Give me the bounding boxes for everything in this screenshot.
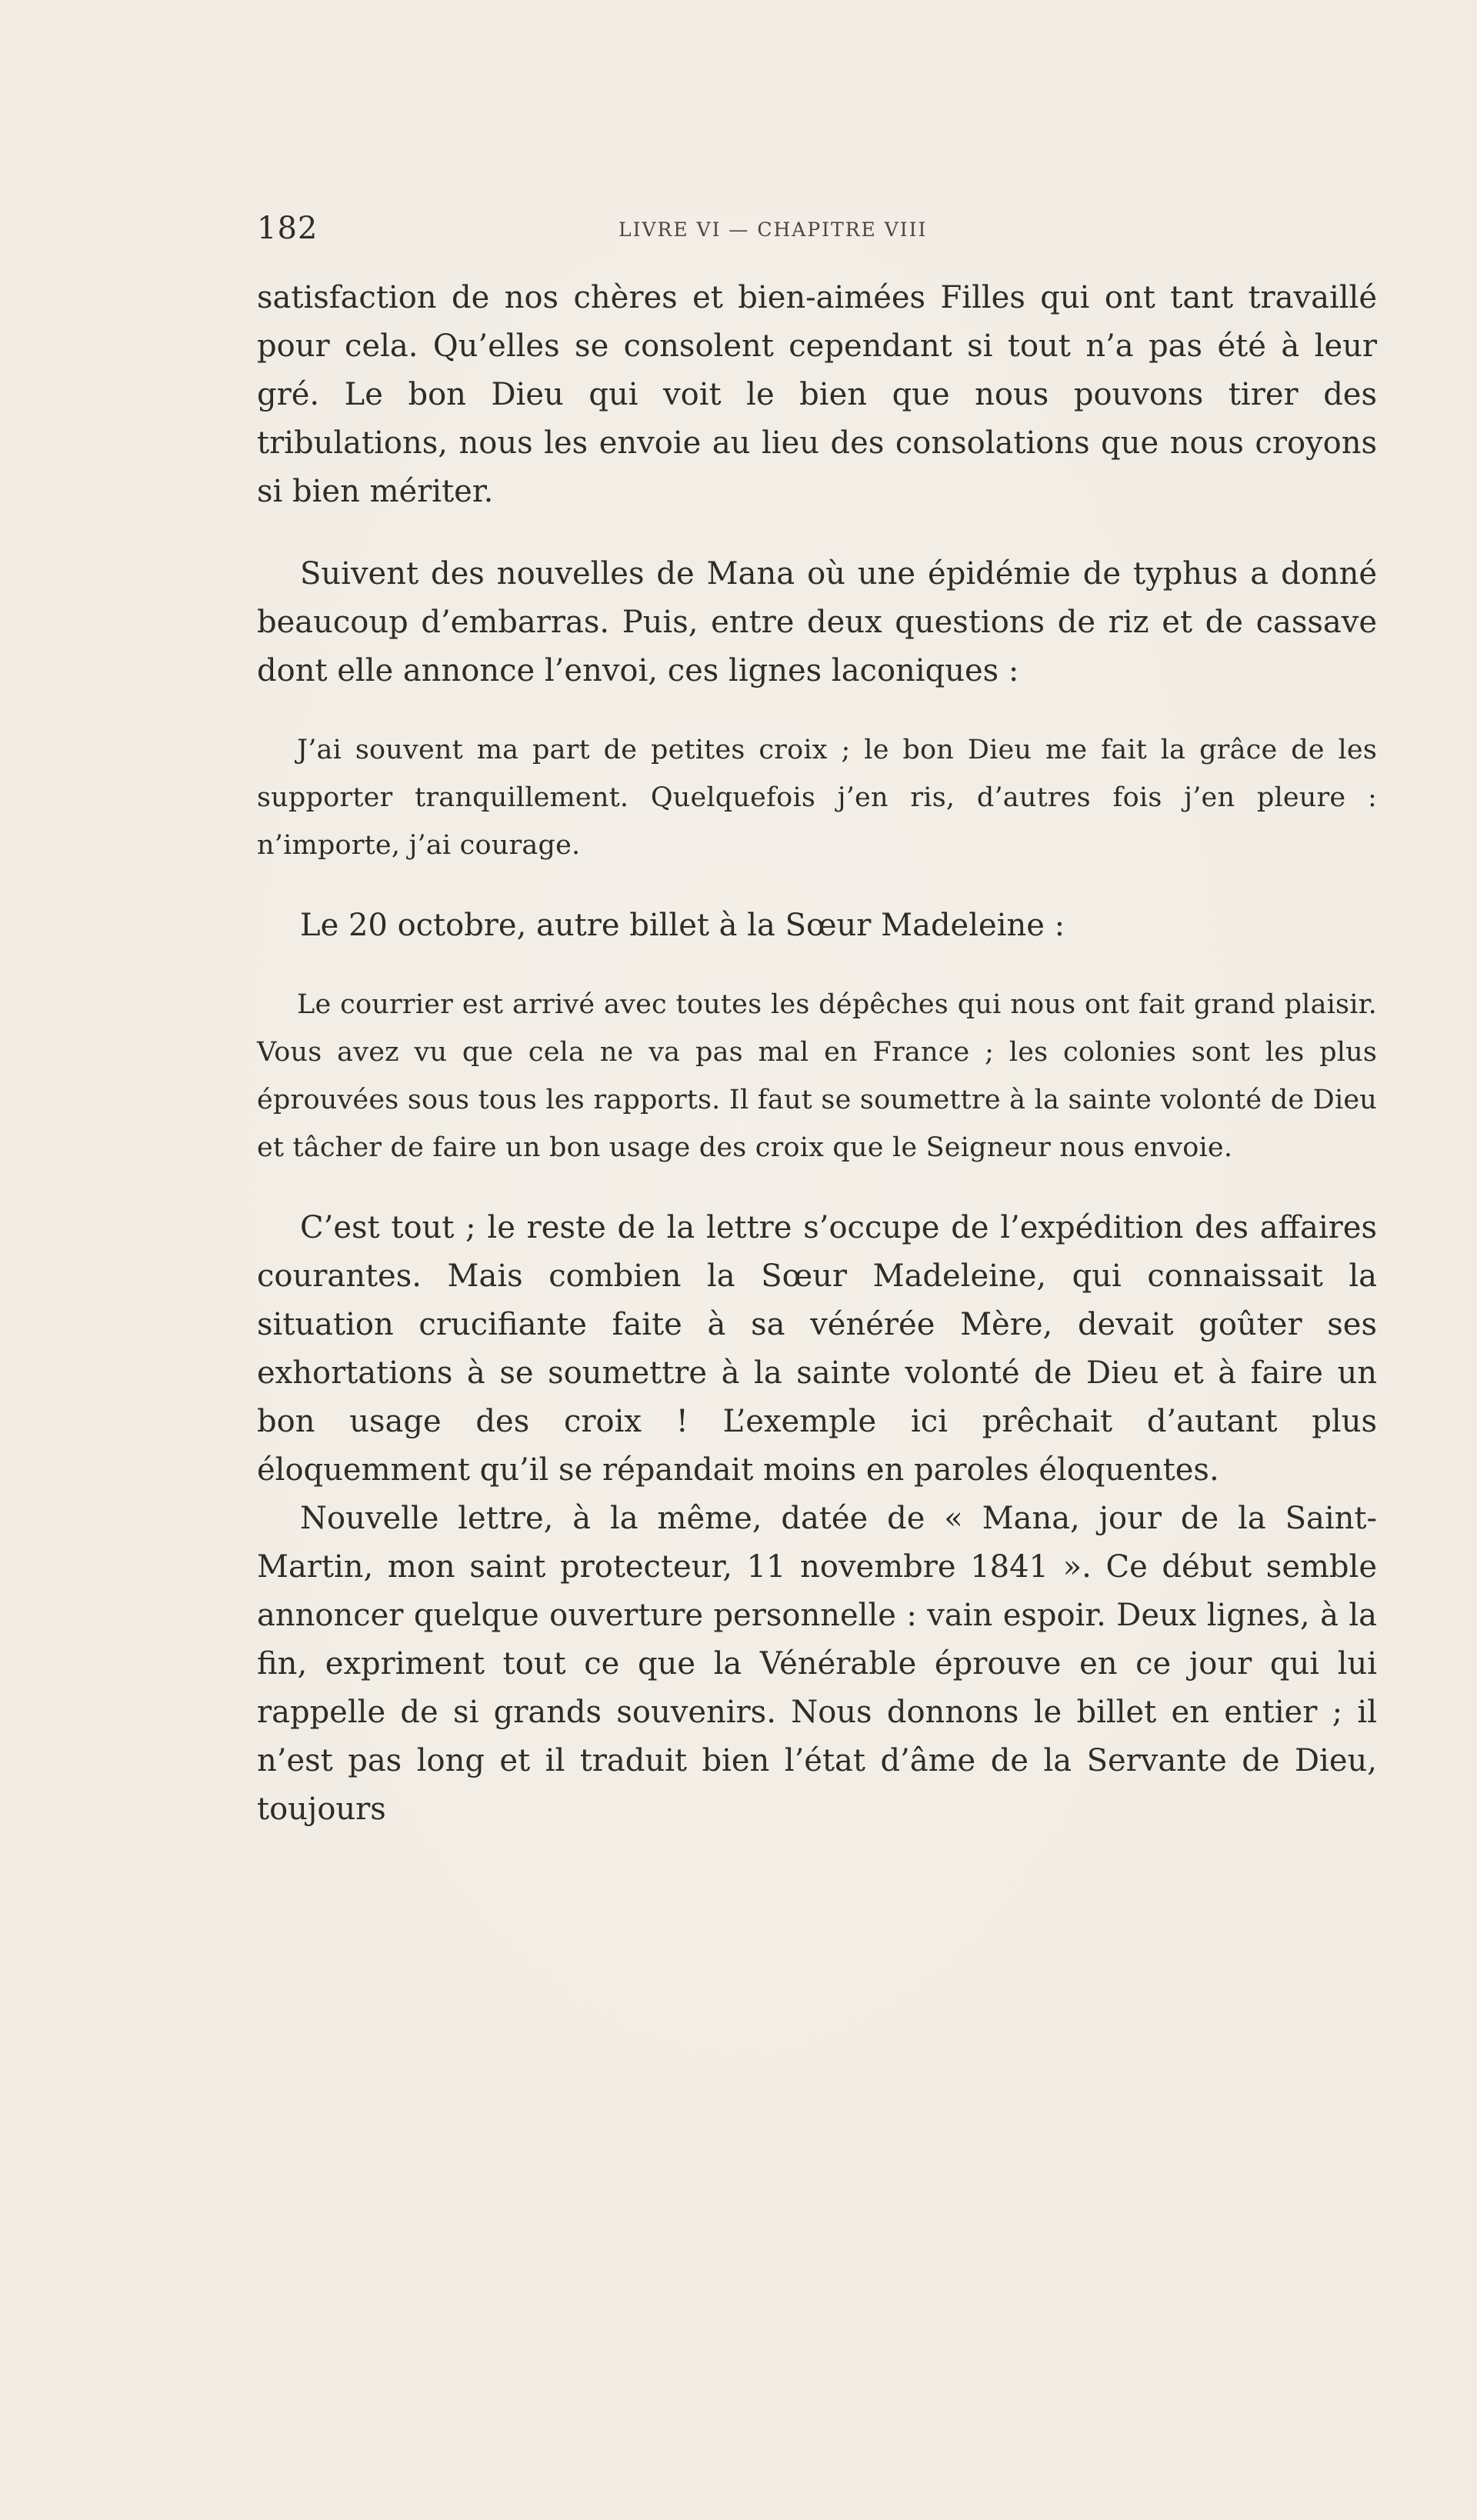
paragraph [257,274,1387,516]
quoted-letter [257,981,1386,1172]
quoted-letter-text: Le courrier est arrivé avec toutes les dépêches qui nous ont fait grand plaisir. Vous avez vu que cela ne va pas mal en France ; les colonies sont les plus éprouvées sous tous les rapports. Il faut se soumettre à la sainte volonté de Dieu et tâcher de faire un bon usage des croix que le Seigneur nous envoie. [257,989,1386,1163]
paragraph-text: Nouvelle lettre, à la même, datée de « Mana, jour de la Saint-Martin, mon saint protecteur, 11 novembre 1841 ». Ce début semble annoncer quelque ouverture personnelle : vain espoir. Deux lignes, à la fin, expriment tout ce que la Vénérable éprouve en ce jour qui lui rappelle de si grands souvenirs. Nous donnons le billet en entier ; il n’est pas long et il traduit bien l’état d’âme de la Servante de Dieu, toujours [257,1501,1387,1827]
paragraph-text: Suivent des nouvelles de Mana où une épidémie de typhus a donné beaucoup d’embarras. Puis, entre deux questions de riz et de cassave dont elle annonce l’envoi, ces lignes laconiques : [257,556,1387,688]
page-number: 182 [257,211,318,246]
quoted-letter-text: J’ai souvent ma part de petites croix ; le bon Dieu me fait la grâce de les supporter tranquillement. Quelquefois j’en ris, d’autres fois j’en pleure : n’importe, j’ai courage. [257,735,1386,861]
paragraph [257,550,1387,695]
paragraph [257,1495,1387,1834]
page-content [257,274,1387,1834]
running-head: LIVRE VI — CHAPITRE VIII [618,218,928,241]
page-header [257,211,1334,257]
paragraph [257,1204,1387,1495]
paragraph [257,902,1377,950]
paragraph-text: C’est tout ; le reste de la lettre s’occupe de l’expédition des affaires courantes. Mais combien la Sœur Madeleine, qui connaissait la situation crucifiante faite à sa vénérée Mère, devait goûter ses exhortations à se soumettre à la sainte volonté de Dieu et à faire un bon usage des croix ! L’exemple ici prêchait d’autant plus éloquemment qu’il se répandait moins en paroles éloquentes. [257,1210,1387,1488]
paragraph-text: satisfaction de nos chères et bien-aimées Filles qui ont tant travaillé pour cela. Qu’elles se consolent cependant si tout n’a pas été à leur gré. Le bon Dieu qui voit le bien que nous pouvons tirer des tribulations, nous les envoie au lieu des consolations que nous croyons si bien mériter. [257,280,1387,509]
paragraph-text: Le 20 octobre, autre billet à la Sœur Madeleine : [300,908,1065,943]
quoted-letter [257,726,1386,869]
